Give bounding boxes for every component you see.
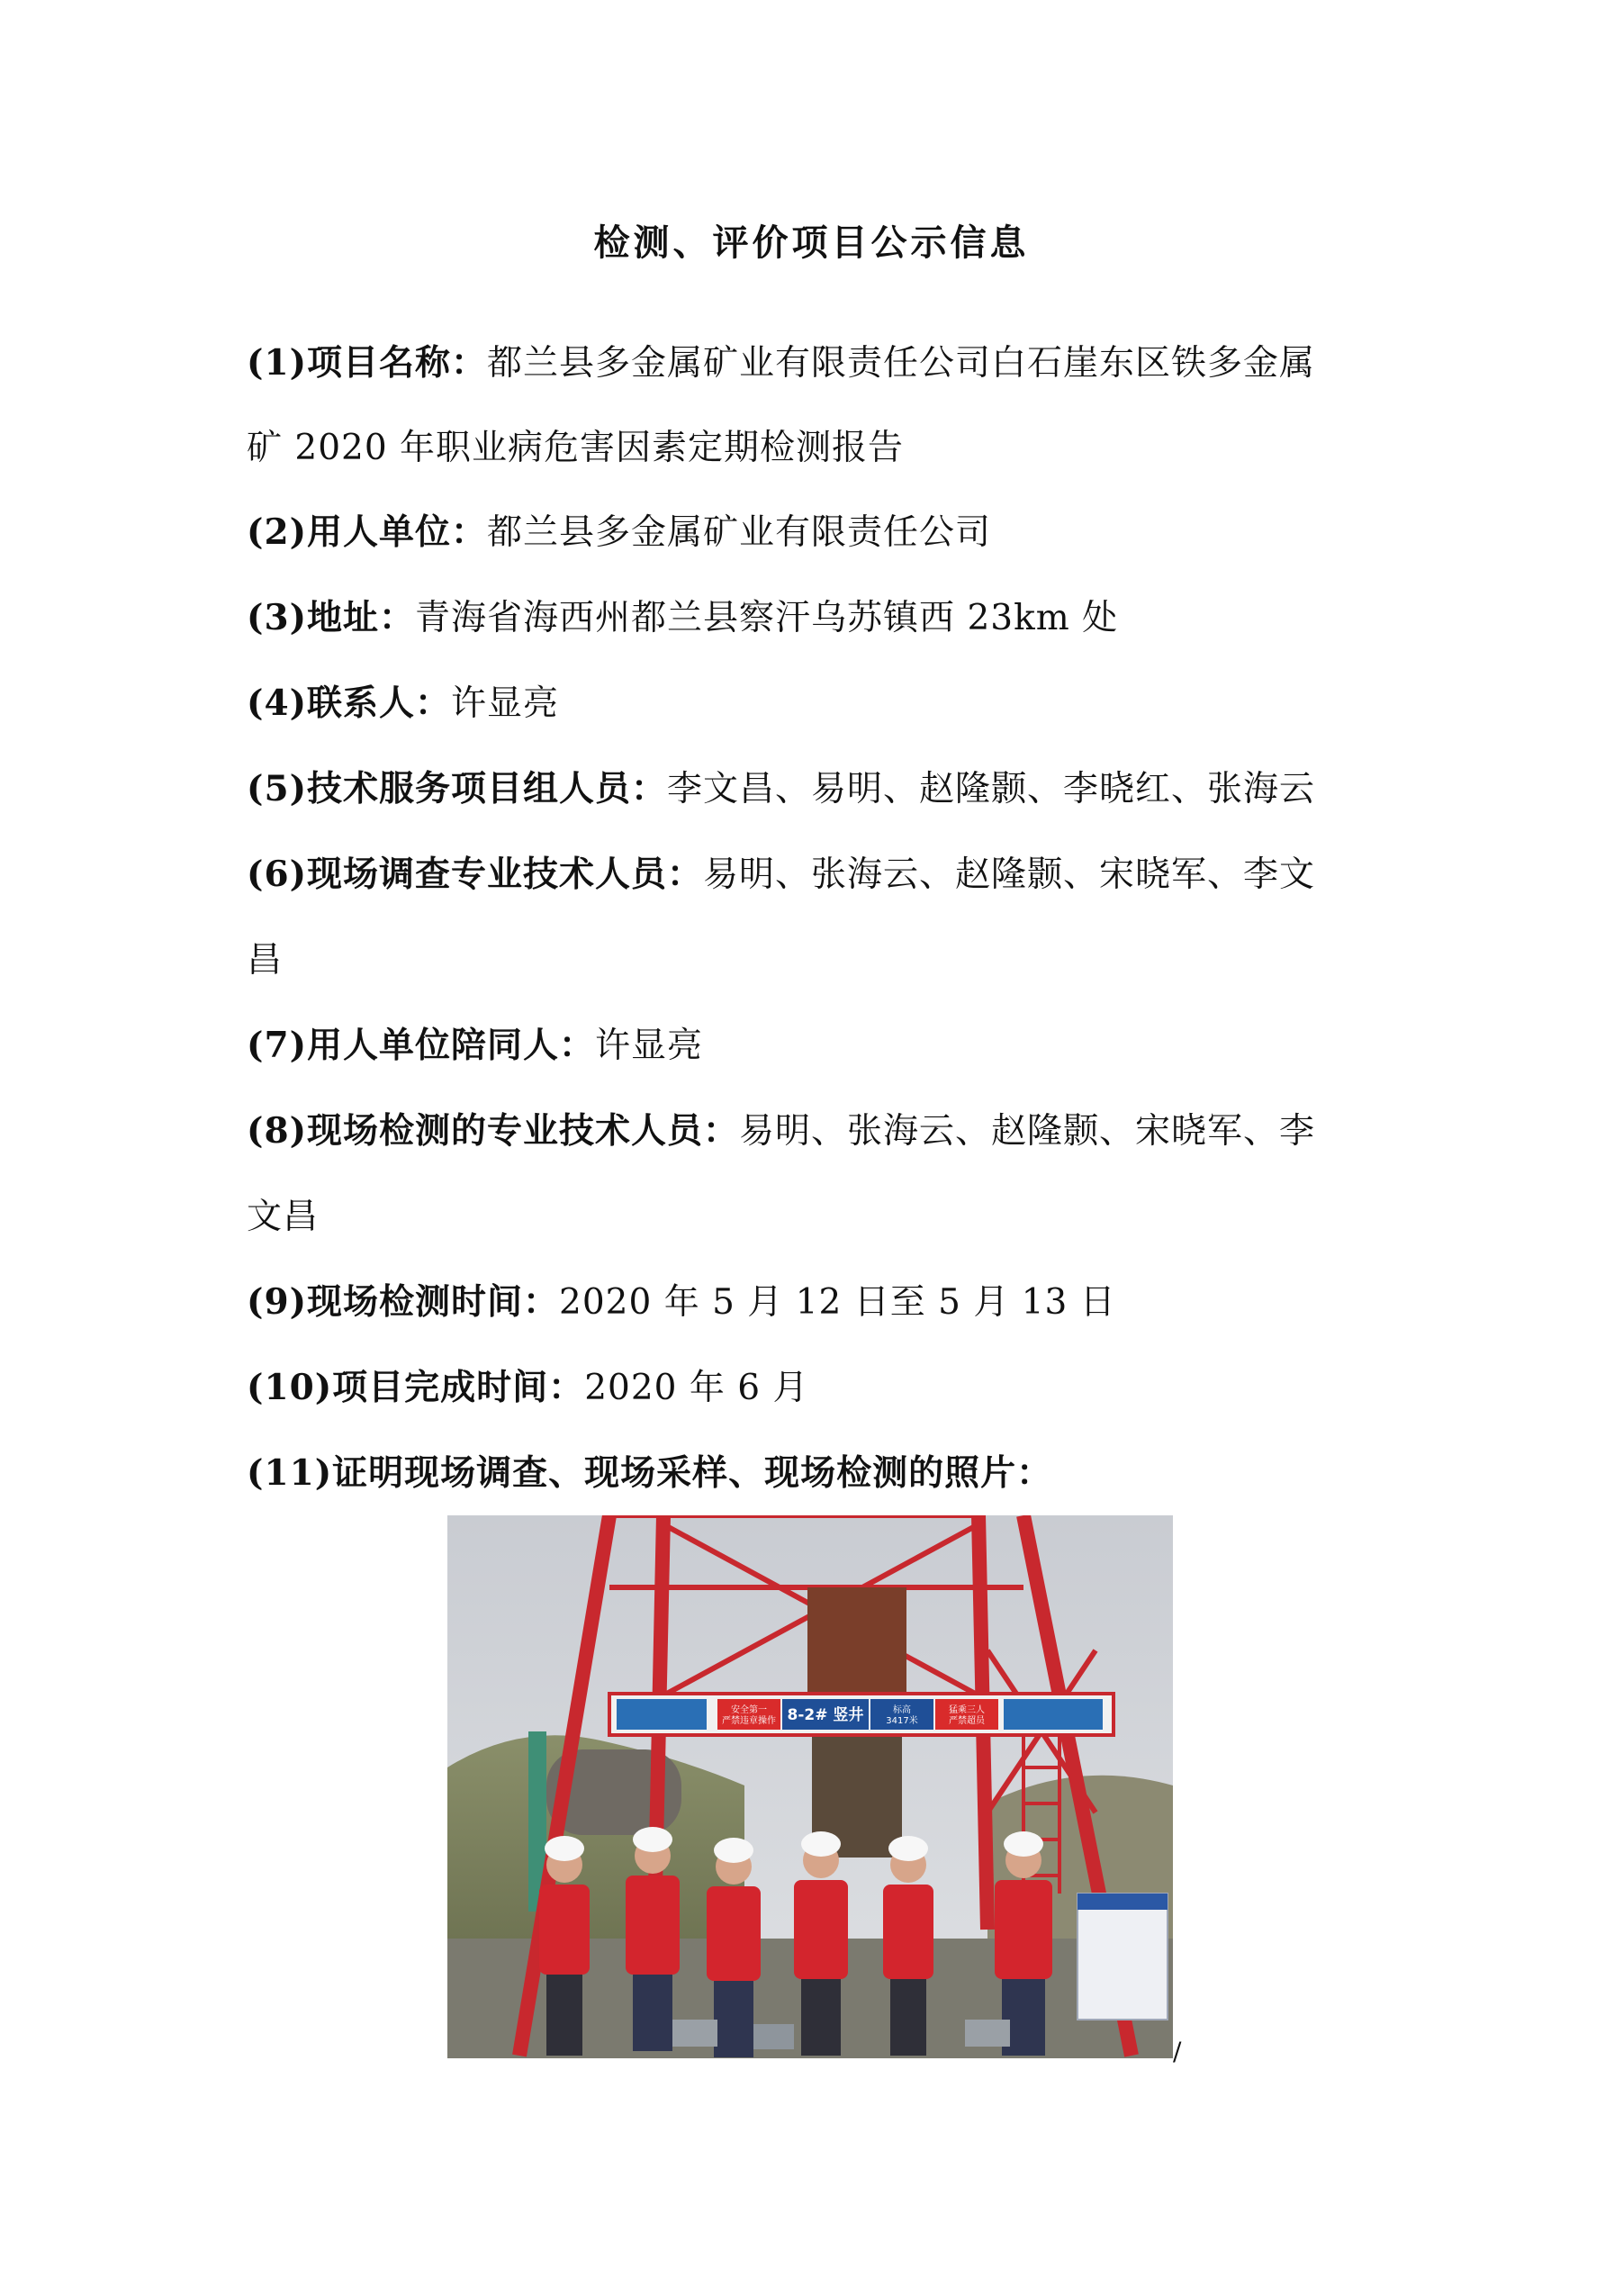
item-test-time: [247, 1274, 1116, 1324]
item-address: [247, 590, 1118, 640]
item-team: [247, 761, 1315, 811]
item-survey-staff-cont: 昌: [247, 940, 284, 981]
item-label: (3)地址：: [247, 597, 416, 638]
item-employer: [247, 504, 991, 555]
item-photos: [247, 1445, 1052, 1496]
item-label: (4)联系人：: [247, 682, 452, 724]
item-value: 许显亮: [595, 1026, 704, 1066]
item-label: (7)用人单位陪同人：: [247, 1025, 596, 1066]
item-label: (5)技术服务项目组人员：: [247, 768, 668, 809]
item-contact: [247, 675, 559, 726]
item-survey-staff: [247, 846, 1315, 897]
item-value: 李文昌、易明、赵隆颢、李晓红、张海云: [667, 769, 1316, 809]
sign-safety-left: 安全第一严禁违章操作: [722, 1705, 776, 1726]
item-label: (8)现场检测的专业技术人员：: [247, 1110, 740, 1152]
item-value: 都兰县多金属矿业有限责任公司白石崖东区铁多金属: [487, 343, 1316, 384]
sign-shaft: 8-2# 竖井: [787, 1706, 864, 1724]
sign-safety-right: 猛乘三人严禁超员: [949, 1705, 985, 1726]
sign-elevation: 标高 3417米: [886, 1705, 918, 1726]
item-test-staff-cont: 文昌: [247, 1197, 320, 1237]
item-test-staff: [247, 1103, 1315, 1153]
item-value: 2020 年 6 月: [584, 1368, 809, 1408]
item-finish-time: [247, 1360, 808, 1410]
item-label: (2)用人单位：: [247, 511, 488, 553]
item-label: (9)现场检测时间：: [247, 1281, 560, 1323]
item-value: 易明、张海云、赵隆颢、宋晓军、李文: [703, 854, 1316, 895]
item-label: (11)证明现场调查、现场采样、现场检测的照片：: [247, 1452, 1053, 1494]
site-photo: [447, 1515, 1173, 2058]
item-value: 易明、张海云、赵隆颢、宋晓军、李: [739, 1111, 1316, 1152]
item-project-name: [247, 335, 1315, 385]
item-label: (1)项目名称：: [247, 342, 488, 384]
page-title: 检测、评价项目公示信息: [593, 221, 1030, 264]
page-mark: /: [1173, 2037, 1182, 2066]
item-value: 都兰县多金属矿业有限责任公司: [487, 512, 992, 553]
item-value: 2020 年 5 月 12 日至 5 月 13 日: [559, 1282, 1116, 1323]
item-project-name-cont: 矿 2020 年职业病危害因素定期检测报告: [247, 428, 905, 468]
item-accompany: [247, 1017, 703, 1068]
item-label: (10)项目完成时间：: [247, 1367, 585, 1408]
item-value: 许显亮: [451, 683, 560, 724]
item-value: 青海省海西州都兰县察汗乌苏镇西 23km 处: [415, 598, 1119, 638]
item-label: (6)现场调查专业技术人员：: [247, 854, 704, 895]
